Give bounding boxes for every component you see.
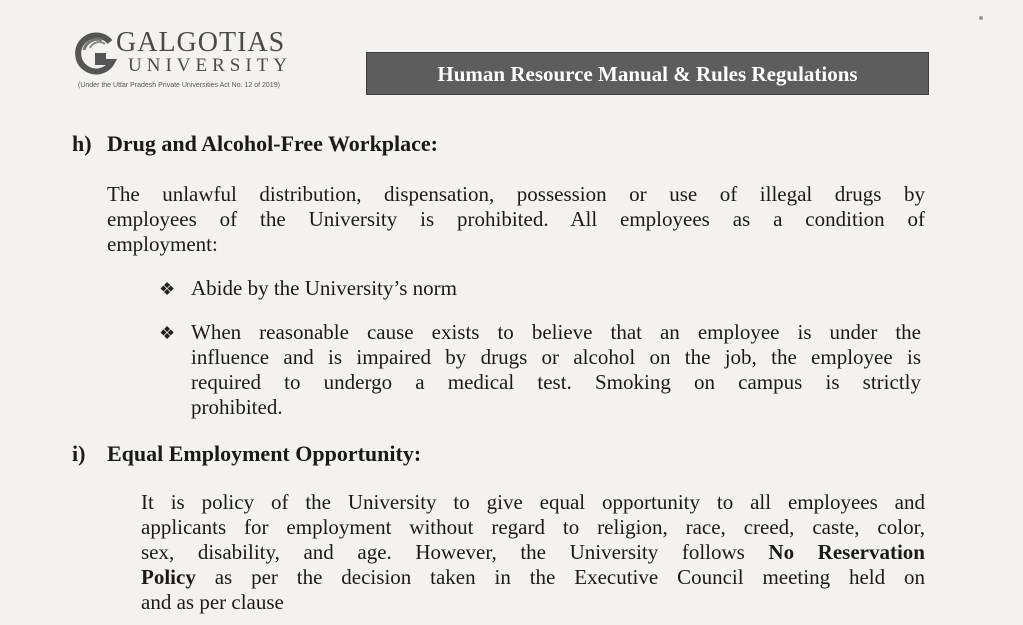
logo-subtitle: UNIVERSITY [128, 55, 292, 76]
university-logo [72, 27, 292, 96]
section-i-title: Equal Employment Opportunity: [107, 441, 422, 466]
bullet-line: prohibited. [191, 395, 283, 419]
section-h-title: Drug and Alcohol-Free Workplace: [107, 131, 439, 156]
logo-act-note: (Under the Uttar Pradesh Private Universities Act No. 12 of 2019) [78, 82, 280, 89]
logo-name: GALGOTIAS [116, 27, 286, 58]
paragraph-text: sex, disability, and age. However, the University follows [141, 540, 745, 564]
galgotias-g-emblem-icon [72, 32, 118, 78]
paragraph-line: and as per clause [141, 590, 284, 614]
header-banner [366, 52, 929, 95]
section-h-label: h) [72, 131, 92, 156]
section-i-paragraph [141, 490, 925, 615]
paragraph-line: employment: [107, 232, 218, 256]
section-i-label: i) [72, 441, 86, 466]
paragraph-line: employees of the University is prohibited. All employees as a condition of [107, 207, 925, 231]
paragraph-text: as per the decision taken in the Executive Council meeting held on [214, 565, 925, 589]
header-title: Human Resource Manual & Rules Regulations [437, 62, 858, 86]
bullet-item [191, 320, 921, 420]
bullet-line: When reasonable cause exists to believe that an employee is under the [191, 320, 921, 344]
bullet-item [191, 276, 921, 301]
bullet-line: Abide by the University’s norm [191, 276, 457, 300]
bullet-diamond-icon: ❖ [159, 279, 176, 299]
no-reservation-emphasis: No Reservation [768, 540, 925, 564]
paragraph-line: The unlawful distribution, dispensation, possession or use of illegal drugs by [107, 182, 925, 206]
scan-speck [979, 16, 983, 20]
bullet-line: influence and is impaired by drugs or alcohol on the job, the employee is [191, 345, 921, 369]
paragraph-line [141, 565, 925, 590]
paragraph-line [141, 540, 925, 565]
policy-emphasis: Policy [141, 565, 196, 589]
paragraph-line: applicants for employment without regard to religion, race, creed, caste, color, [141, 515, 925, 539]
section-h-paragraph [107, 182, 925, 257]
bullet-diamond-icon: ❖ [159, 323, 176, 343]
bullet-line: required to undergo a medical test. Smoking on campus is strictly [191, 370, 921, 394]
paragraph-line: It is policy of the University to give equal opportunity to all employees and [141, 490, 925, 514]
